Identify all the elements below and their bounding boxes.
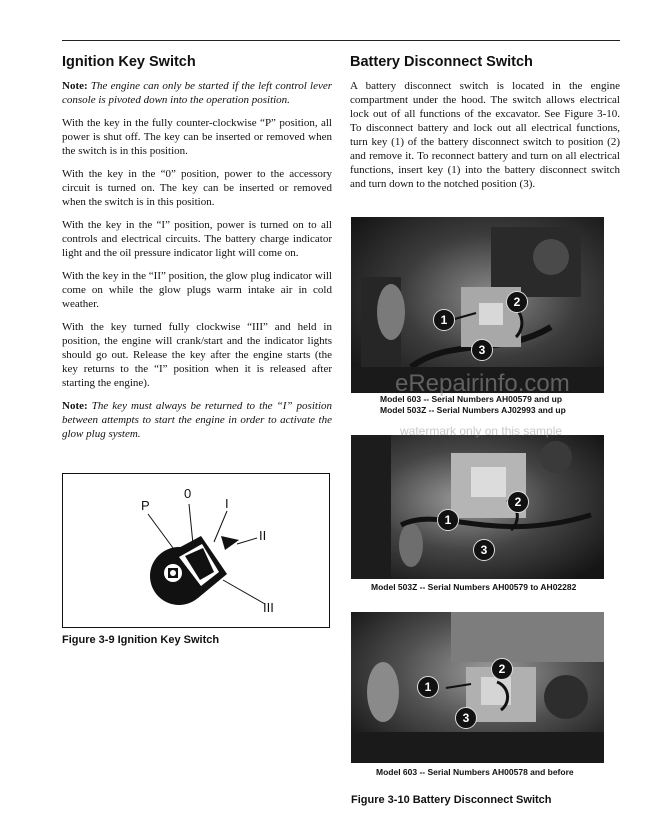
ignition-section [62, 54, 332, 450]
photo-1-caption-line2: Model 503Z -- Serial Numbers AJ02993 and up [380, 405, 566, 415]
ignition-key-diagram [62, 473, 330, 628]
key-label-0: 0 [184, 486, 192, 501]
key-label-iii: III [263, 600, 274, 615]
note-text: The key must always be returned to the “I” position between attempts to start the engine in order to activate the glow plug system. [62, 400, 333, 440]
callout-2: 2 [507, 491, 529, 513]
ignition-heading: Ignition Key Switch [62, 54, 196, 70]
engine-photo-1 [351, 217, 604, 393]
paragraph-iii-position: With the key turned fully clockwise “III” and held in position, the engine will crank/start and the indicator lights should go out. Release the key after the engine starts (the key returns to the “I” position when it is released after starting the engine). [62, 321, 332, 389]
battery-paragraph: A battery disconnect switch is located in the engine compartment under the hood. The switch allows electrical lock out of all functions of the excavator. See Figure 3-10. To disconnect battery and lock out all electrical functions, turn key (1) of the battery disconnect switch to position (2) and remove it. To reconnect battery and turn on all electrical functions, insert key (1) into the battery disconnect switch and turn down to the notched position (3). [350, 80, 620, 190]
battery-section [350, 54, 620, 200]
note-label: Note: [62, 400, 88, 412]
engine-photo-2 [351, 435, 604, 579]
key-label-i: I [225, 496, 229, 511]
paragraph-ii-position: With the key in the “II” position, the glow plug indicator will come on while the glow plugs warm intake air in cold weather. [62, 270, 332, 310]
battery-heading: Battery Disconnect Switch [350, 54, 533, 70]
callout-2: 2 [506, 291, 528, 313]
ignition-note [62, 79, 332, 107]
paragraph-i-position: With the key in the “I” position, power is turned on to all controls and electrical circuits. The battery charge indicator light and the oil pressure indicator light will come on. [62, 219, 332, 259]
callout-3: 3 [455, 707, 477, 729]
glow-plug-note [62, 399, 332, 441]
callout-1: 1 [437, 509, 459, 531]
photo-2-caption-line1: Model 503Z -- Serial Numbers AH00579 to AH02282 [371, 582, 577, 592]
engine-photo-3 [351, 612, 604, 763]
paragraph-p-position: With the key in the fully counter-clockwise “P” position, all power is shut off. The key can be inserted or removed when the switch is in this position. [62, 117, 332, 157]
callout-1: 1 [433, 309, 455, 331]
figure-3-10-caption: Figure 3-10 Battery Disconnect Switch [351, 794, 552, 806]
photo-3-caption [376, 767, 574, 778]
photo-1-caption-line1: Model 603 -- Serial Numbers AH00579 and up [380, 394, 563, 404]
figure-3-9-caption: Figure 3-9 Ignition Key Switch [62, 634, 220, 646]
photo-2-caption [371, 582, 576, 593]
note-label: Note: [62, 80, 88, 92]
engine-photo-icon [351, 217, 604, 393]
callout-3: 3 [471, 339, 493, 361]
watermark-text: watermark only on this sample [400, 424, 563, 438]
note-text: The engine can only be started if the left control lever console is pivoted down into the operation position. [62, 80, 332, 106]
paragraph-0-position: With the key in the “0” position, power to the accessory circuit is turned on. The key can be inserted or removed when the switch is in this position. [62, 168, 332, 208]
top-rule [62, 40, 620, 41]
ignition-key-icon [63, 474, 329, 627]
key-label-ii: II [259, 528, 267, 543]
callout-3: 3 [473, 539, 495, 561]
engine-photo-icon [351, 612, 604, 763]
key-label-p: P [141, 498, 150, 513]
watermark-site: eRepairinfo.com [395, 370, 570, 397]
callout-2: 2 [491, 658, 513, 680]
photo-3-caption-line1: Model 603 -- Serial Numbers AH00578 and before [376, 767, 574, 777]
callout-1: 1 [417, 676, 439, 698]
